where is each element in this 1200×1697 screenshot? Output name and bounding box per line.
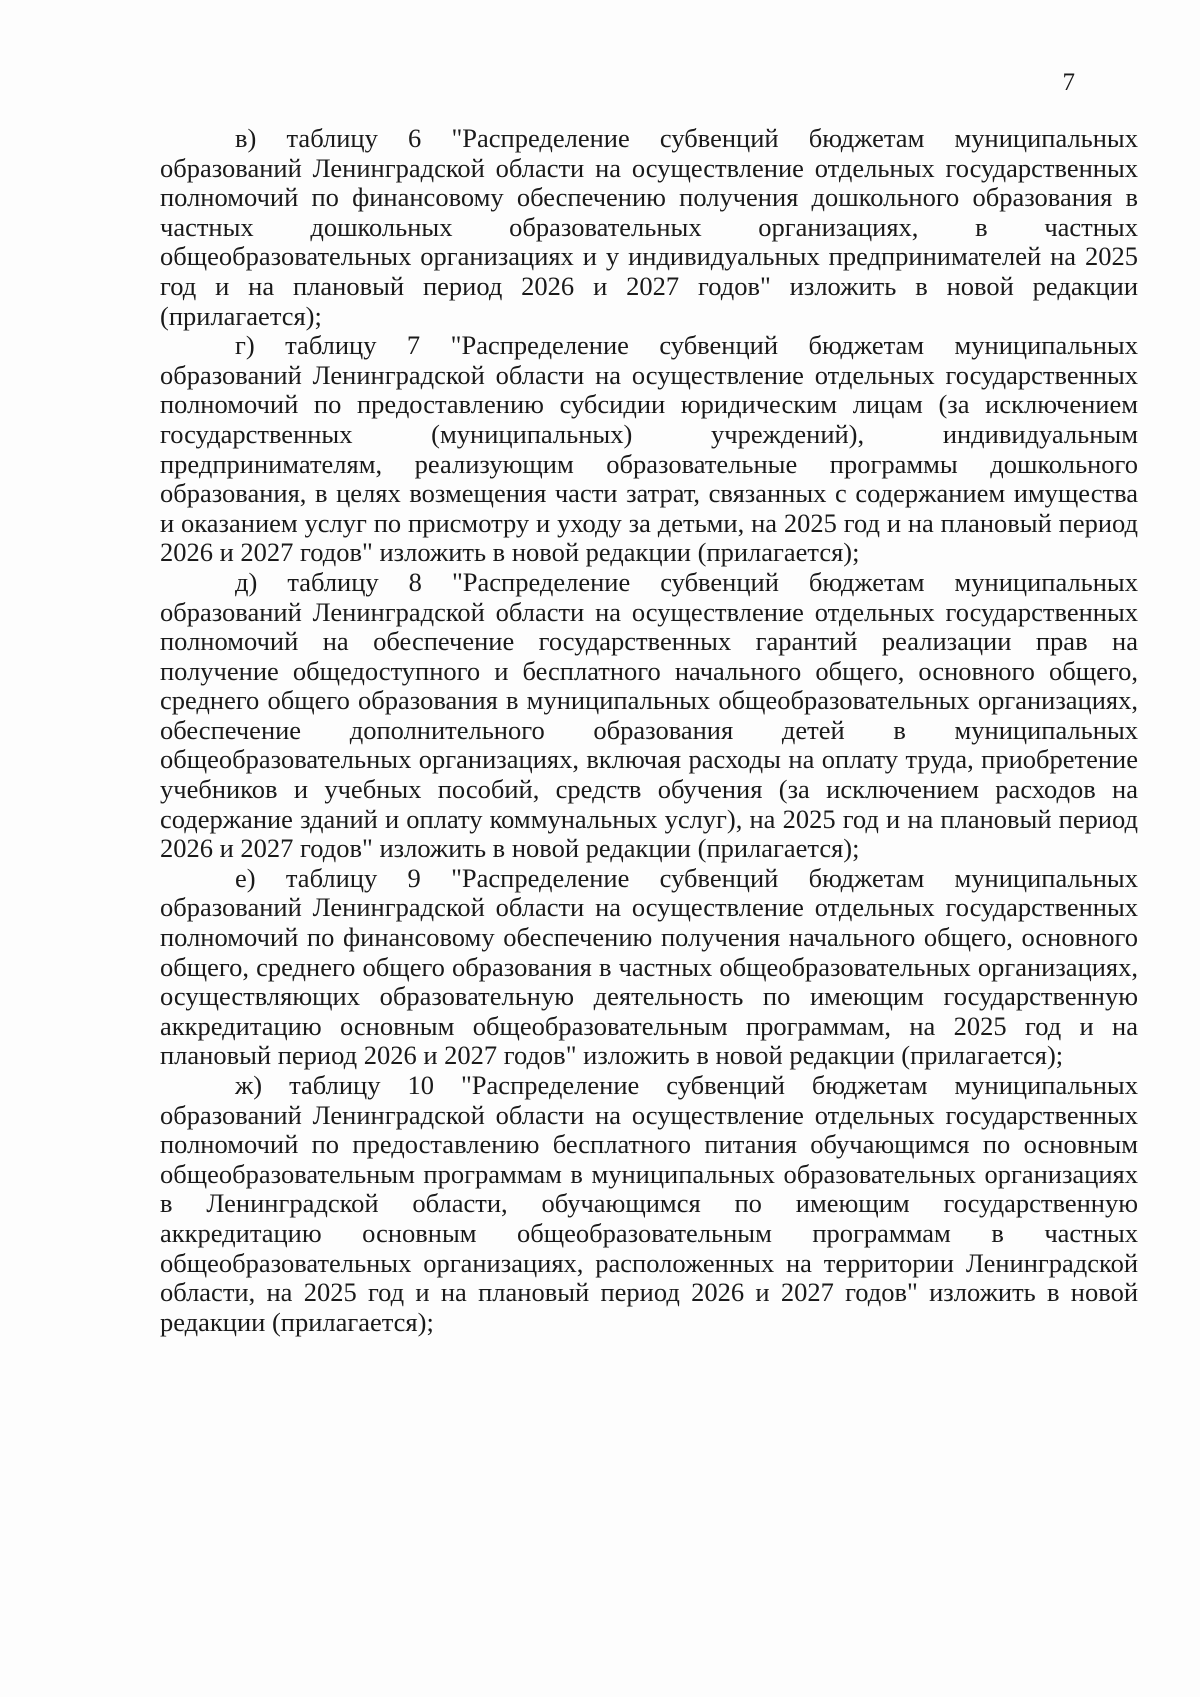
paragraph-zh: ж) таблицу 10 "Распределение субвенций бюджетам муниципальных образований Ленинградской области на осуществление отдельных государственных полномочий по предоставлению бесплатного питания обучающимся по основным общеобразовательным программам в муниципальных образовательных организациях в Ленинградской области, обучающимся по имеющим государственную аккредитацию основным общеобразовательным программам в частных общеобразовательных организациях, расположенных на территории Ленинградской области, на 2025 год и на плановый период 2026 и 2027 годов" изложить в новой редакции (прилагается); bbox=[160, 1070, 1138, 1337]
paragraph-v: в) таблицу 6 "Распределение субвенций бюджетам муниципальных образований Ленинградской области на осуществление отдельных государственных полномочий по финансовому обеспечению получения дошкольного образования в частных дошкольных образовательных организациях, в частных общеобразовательных организациях и у индивидуальных предпринимателей на 2025 год и на плановый период 2026 и 2027 годов" изложить в новой редакции (прилагается); bbox=[160, 123, 1138, 331]
paragraph-g: г) таблицу 7 "Распределение субвенций бюджетам муниципальных образований Ленинградской области на осуществление отдельных государственных полномочий по предоставлению субсидии юридическим лицам (за исключением государственных (муниципальных) учреждений), индивидуальным предпринимателям, реализующим образовательные программы дошкольного образования, в целях возмещения части затрат, связанных с содержанием имущества и оказанием услуг по присмотру и уходу за детьми, на 2025 год и на плановый период 2026 и 2027 годов" изложить в новой редакции (прилагается); bbox=[160, 330, 1138, 568]
paragraph-d: д) таблицу 8 "Распределение субвенций бюджетам муниципальных образований Ленинградской области на осуществление отдельных государственных полномочий на обеспечение государственных гарантий реализации прав на получение общедоступного и бесплатного начального общего, основного общего, среднего общего образования в муниципальных общеобразовательных организациях, обеспечение дополнительного образования детей в муниципальных общеобразовательных организациях, включая расходы на оплату труда, приобретение учебников и учебных пособий, средств обучения (за исключением расходов на содержание зданий и оплату коммунальных услуг), на 2025 год и на плановый период 2026 и 2027 годов" изложить в новой редакции (прилагается); bbox=[160, 566, 1138, 864]
document-body bbox=[160, 124, 1138, 1337]
page-number: 7 bbox=[1062, 69, 1075, 96]
paragraph-e: е) таблицу 9 "Распределение субвенций бюджетам муниципальных образований Ленинградской области на осуществление отдельных государственных полномочий по финансовому обеспечению получения начального общего, основного общего, среднего общего образования в частных общеобразовательных организациях, осуществляющих образовательную деятельность по имеющим государственную аккредитацию основным общеобразовательным программам, на 2025 год и на плановый период 2026 и 2027 годов" изложить в новой редакции (прилагается); bbox=[160, 862, 1138, 1071]
